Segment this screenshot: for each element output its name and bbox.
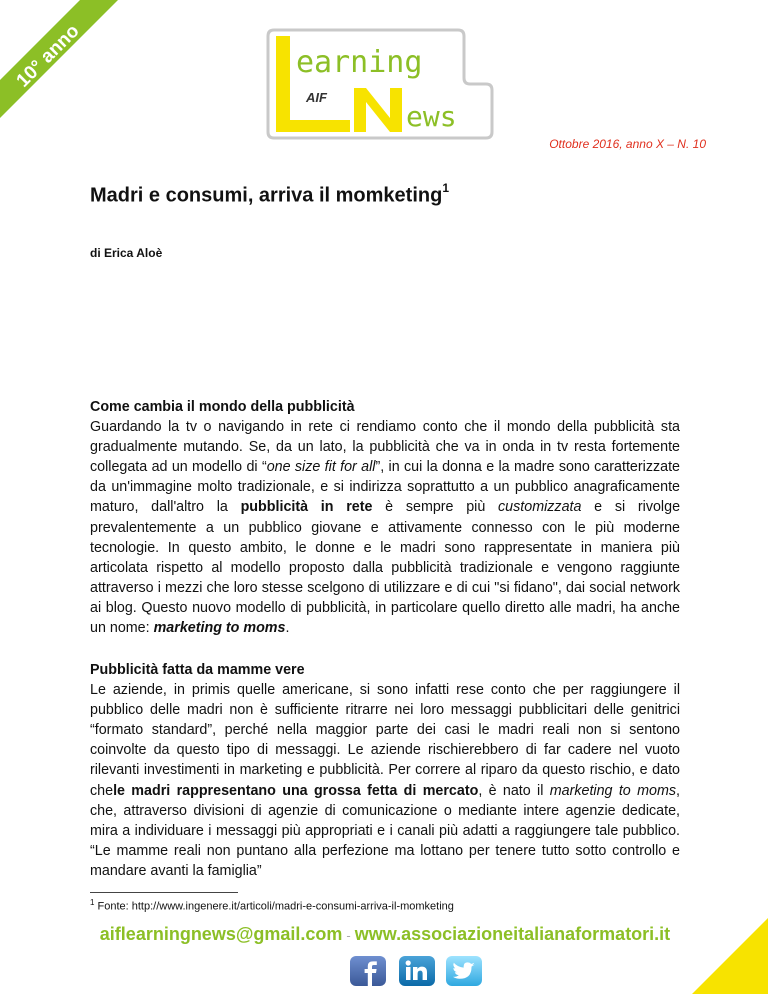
anniversary-banner [0,0,140,140]
s1-text-2: ”, in cui la donna e la madre sono caratterizzate da un'immagine molto tradizionale, e si indirizza soprattutto a un pubblico anagraficamente maturo, dall'altro la [90,459,680,516]
section2-heading: Pubblicità fatta da mamme vere [90,662,305,678]
article-title-text: Madri e consumi, arriva il momketing [90,184,443,207]
footnote [90,898,454,913]
logo-earning-text: earning [296,45,423,80]
s1-text-3: è sempre più [372,499,499,516]
section-mamme-vere [90,660,680,881]
logo-badge-text: AIF [306,90,327,105]
s2-em-1: marketing to moms [549,782,676,799]
s1-bold-1: pubblicità in rete [240,499,373,516]
title-footnote-mark: 1 [442,181,450,195]
footer-website-link[interactable]: www.associazioneitalianaformatori.it [354,924,671,944]
footer-contacts [90,924,680,945]
twitter-icon[interactable] [444,955,484,987]
footer-separator: - [346,928,351,943]
s1-em-2: customizzata [498,499,582,516]
s2-text-1: Le aziende, in primis quelle americane, si sono infatti rese conto che per raggiungere il pubblico delle madri non è sufficiente ritrarre nei loro messaggi pubblicitari delle genitrici “formato standard”, perché nella maggior parte dei casi le madri reali non si sentono coinvolte da questo tipo di messaggi. Le aziende rischierebbero di far cadere nel vuoto rilevanti investimenti in marketing e pubblicità. Per correre al riparo da questo rischio, e dato che [90,682,680,799]
s1-text-4: e si rivolge prevalentemente a un pubblico giovane e attivamente connesso con le più moderne tecnologie. In questo ambito, le donne e le madri sono rappresentate in maniera più articolata rispetto al modello proposto dalla pubblicità tradizionale e vengono raggiunte attraverso i mezzi che loro stesse scelgono di utilizzare e di cui "si fidano", dai social network ai blog. Questo nuovo modello di pubblicità, in particolare quello diretto alle madri, ha anche un nome: [90,499,681,637]
section1-heading: Come cambia il mondo della pubblicità [90,399,355,415]
linkedin-icon[interactable] [397,955,437,987]
anniversary-text: 10° anno [12,20,84,92]
logo-ews-text: ews [406,100,457,133]
section2-paragraph [90,680,680,881]
footnote-mark: 1 [90,898,95,907]
corner-triangle-decoration [692,918,768,994]
article-title [90,183,449,208]
learning-news-logo [258,22,498,142]
facebook-icon[interactable] [348,955,388,987]
s2-text-2: , è nato il [478,782,550,799]
footnote-divider [90,892,238,893]
s2-text-3: , che, attraverso divisioni di agenzie di comunicazione o mediante intere agenzie dedicate, mira a individuare i messaggi più appropriati e i canali più adatti a raggiungere tale pubblico. “Le mamme reali non puntano alla perfezione ma lottano per tenere tutto sotto controllo e mandare avanti la famiglia” [90,782,680,879]
s1-text-1: Guardando la tv o navigando in rete ci rendiamo conto che il mondo della pubblicità sta gradualmente mutando. Se, da un lato, la pubblicità che va in onda in tv resta fortemente collegata ad un modello di “ [90,419,680,476]
section1-paragraph [90,417,680,638]
footer-email-link[interactable]: aiflearningnews@gmail.com [99,924,343,944]
s1-text-5: . [285,620,290,637]
footnote-text: Fonte: http://www.ingenere.it/articoli/madri-e-consumi-arriva-il-momketing [94,900,454,913]
issue-date: Ottobre 2016, anno X – N. 10 [549,137,706,151]
s1-em-1: one size fit for all [266,459,376,476]
s1-bold-italic-text: marketing to moms [153,620,286,637]
article-author: di Erica Aloè [90,246,163,260]
s2-bold-1: le madri rappresentano una grossa fetta di mercato [113,782,479,799]
section-pubblicita [90,397,680,638]
s1-bold-italic [154,620,286,636]
